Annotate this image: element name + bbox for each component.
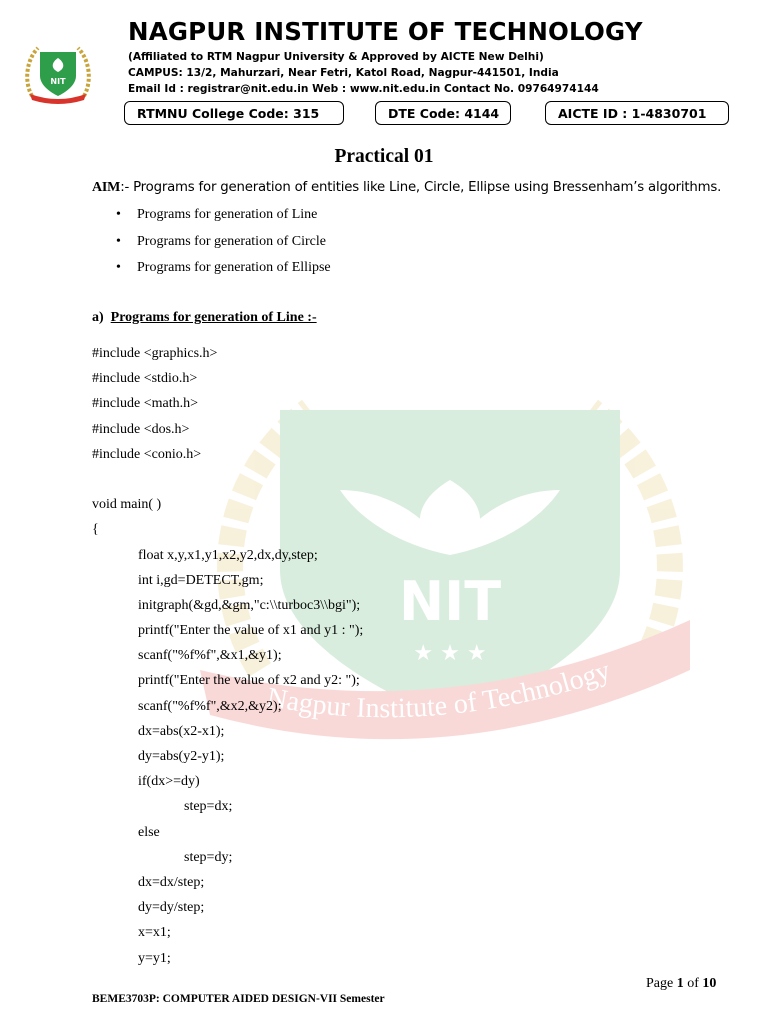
dte-code-box: DTE Code: 4144 <box>375 101 511 125</box>
code-line: printf("Enter the value of x2 and y2: "); <box>138 673 360 689</box>
college-code-box: RTMNU College Code: 315 <box>124 101 344 125</box>
code-line: #include <conio.h> <box>92 446 202 462</box>
code-line: #include <dos.h> <box>92 421 190 437</box>
list-item: • Programs for generation of Circle <box>116 231 331 258</box>
aim-label: AIM <box>92 180 121 195</box>
code-line: dy=abs(y2-y1); <box>138 749 225 764</box>
code-line: x=x1; <box>138 925 171 941</box>
contact-line: Email Id : registrar@nit.edu.in Web : www.nit.edu.in Contact No. 09764974144 <box>128 83 599 95</box>
code-line: dx=dx/step; <box>138 874 205 890</box>
page-number: Page 1 of 10 <box>646 976 717 991</box>
code-line: step=dx; <box>184 799 233 815</box>
code-line: initgraph(&gd,&gm,"c:\\turboc3\\bgi"); <box>138 597 361 613</box>
code-line: { <box>92 522 99 538</box>
aicte-id-box: AICTE ID : 1-4830701 <box>545 101 729 125</box>
campus-address: CAMPUS: 13/2, Mahurzari, Near Fetri, Katol Road, Nagpur-441501, India <box>128 67 559 79</box>
list-item: • Programs for generation of Line <box>116 204 331 231</box>
page-title: Practical 01 <box>334 146 434 167</box>
svg-text:NIT: NIT <box>50 77 66 86</box>
code-line: void main( ) <box>92 497 162 513</box>
svg-text:★ ★ ★: ★ ★ ★ <box>413 641 487 666</box>
svg-text:NIT: NIT <box>398 570 502 633</box>
code-line <box>92 469 363 494</box>
code-line: printf("Enter the value of x1 and y1 : "); <box>138 623 364 639</box>
code-line: y=y1; <box>138 950 171 966</box>
code-line: #include <math.h> <box>92 396 198 412</box>
aim-bullet-list <box>116 204 331 284</box>
section-title: Programs for generation of Line :- <box>110 310 317 325</box>
section-marker: a) <box>92 310 104 325</box>
section-heading <box>92 310 317 326</box>
aim-text: :- Programs for generation of entities like Line, Circle, Ellipse using Bressenham’s algorithms. <box>120 180 722 195</box>
affiliation-line: (Affiliated to RTM Nagpur University & Approved by AICTE New Delhi) <box>128 51 544 63</box>
institute-logo-icon <box>22 38 94 106</box>
aim-statement <box>92 180 721 196</box>
code-line: #include <stdio.h> <box>92 371 198 387</box>
code-line: dy=dy/step; <box>138 900 205 916</box>
institute-name: NAGPUR INSTITUTE OF TECHNOLOGY <box>128 17 643 46</box>
code-line: float x,y,x1,y1,x2,y2,dx,dy,step; <box>138 547 318 563</box>
code-line: dx=abs(x2-x1); <box>138 723 225 739</box>
code-line: #include <graphics.h> <box>92 346 218 361</box>
code-line: scanf("%f%f",&x1,&y1); <box>138 648 282 664</box>
code-line: else <box>138 824 160 840</box>
code-line: if(dx>=dy) <box>138 774 200 790</box>
code-line: step=dy; <box>184 849 233 865</box>
list-item: • Programs for generation of Ellipse <box>116 257 331 284</box>
footer-course: BEME3703P: COMPUTER AIDED DESIGN-VII Semester <box>92 993 385 1005</box>
svg-text:Nagpur Institute of Technology: Nagpur Institute of Technology <box>264 654 615 725</box>
code-listing <box>92 343 363 973</box>
code-line: scanf("%f%f",&x2,&y2); <box>138 698 282 714</box>
code-line: int i,gd=DETECT,gm; <box>138 572 264 588</box>
